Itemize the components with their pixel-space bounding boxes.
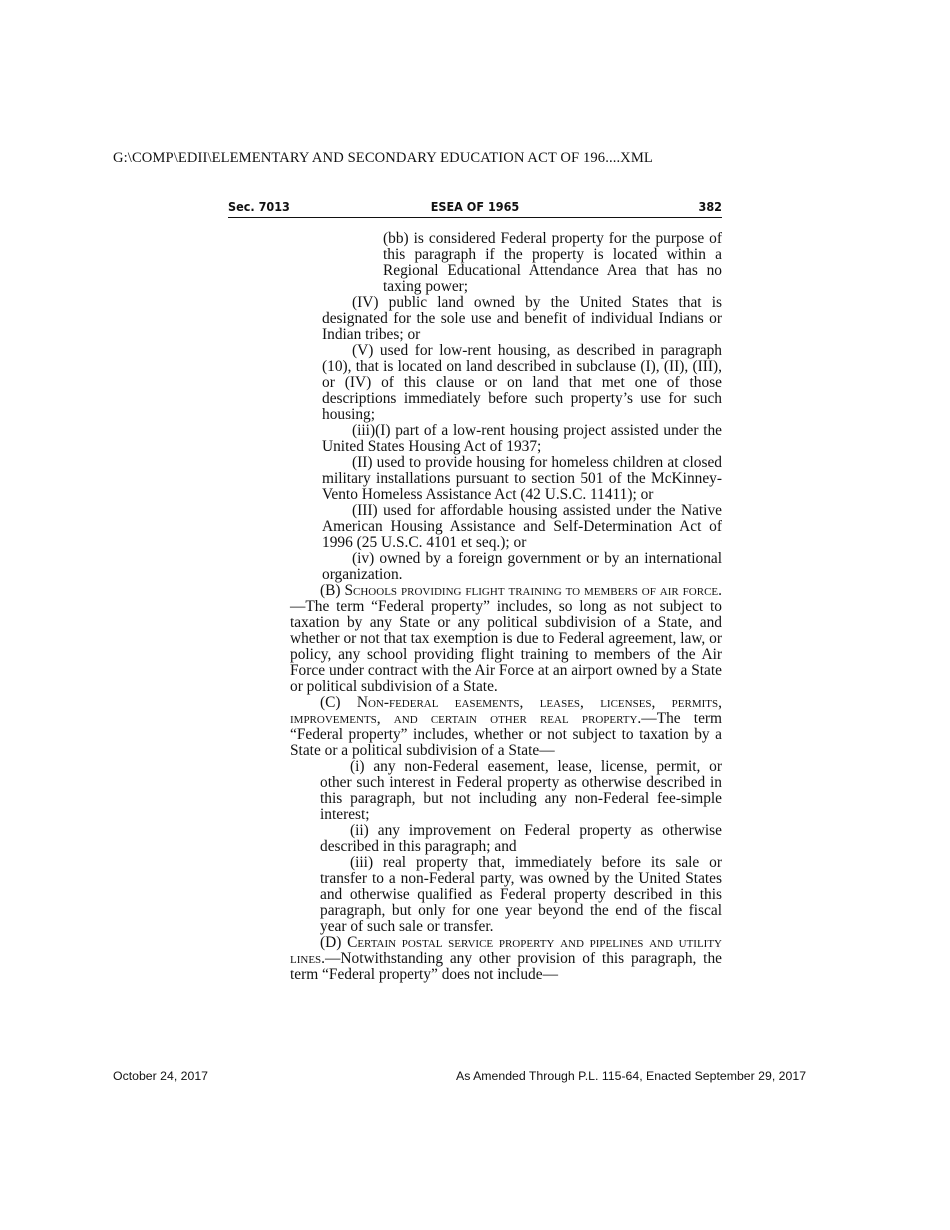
clause-iv: (iv) owned by a foreign government or by an international organization. bbox=[322, 550, 722, 583]
subparagraph-b-text: —The term “Federal property” includes, so long as not subject to taxation by any State or any political subdivision of a State, and whether or not that tax exemption is due to Federal agreement, law, or policy, any school providing flight training to members of the Air Force under contract with the Air Force at an airport owned by a State or political subdivision of a State. bbox=[290, 598, 722, 695]
c-clause-i: (i) any non-Federal easement, lease, license, permit, or other such interest in Federal property as otherwise described in this paragraph, but not including any non-Federal fee-simple interest; bbox=[320, 758, 722, 823]
footer-amended: As Amended Through P.L. 115-64, Enacted September 29, 2017 bbox=[456, 1069, 807, 1083]
c-clause-iii: (iii) real property that, immediately before its sale or transfer to a non-Federal party, was owned by the United States and otherwise qualified as Federal property described in this paragraph, but only for one year beyond the end of the fiscal year of such sale or transfer. bbox=[320, 854, 722, 935]
subparagraph-d bbox=[290, 935, 722, 983]
file-path-header: G:\COMP\EDII\ELEMENTARY AND SECONDARY EDUCATION ACT OF 196....XML bbox=[113, 150, 653, 166]
running-head bbox=[228, 197, 722, 218]
subparagraph-b-label: (B) bbox=[320, 582, 345, 599]
subparagraph-d-label: (D) bbox=[320, 934, 348, 951]
clause-iii-subclause-iii: (III) used for affordable housing assisted under the Native American Housing Assistance and Self-Determination Act of 1996 (25 U.S.C. 4101 et seq.); or bbox=[322, 502, 722, 551]
section-number: Sec. 7013 bbox=[228, 199, 290, 214]
subparagraph-b bbox=[290, 583, 722, 695]
subparagraph-d-text: —Notwithstanding any other provision of this paragraph, the term “Federal property” does not include— bbox=[290, 950, 722, 983]
page-number: 382 bbox=[698, 199, 722, 214]
subclause-v: (V) used for low-rent housing, as described in paragraph (10), that is located on land described in subclause (I), (II), (III), or (IV) of this clause or on land that met one of those descriptions immediately before such property’s use for such housing; bbox=[322, 342, 722, 423]
subparagraph-c bbox=[290, 695, 722, 759]
clause-iii-subclause-ii: (II) used to provide housing for homeless children at closed military installations pursuant to section 501 of the McKinney-Vento Homeless Assistance Act (42 U.S.C. 11411); or bbox=[322, 454, 722, 503]
subclause-iv: (IV) public land owned by the United States that is designated for the sole use and benefit of individual Indians or Indian tribes; or bbox=[322, 294, 722, 343]
footer-date: October 24, 2017 bbox=[113, 1069, 209, 1083]
document-body bbox=[290, 231, 722, 983]
subparagraph-d-heading: Certain postal service property and pipelines and utility lines. bbox=[290, 934, 722, 967]
item-bb: (bb) is considered Federal property for the purpose of this paragraph if the property is located within a Regional Educational Attendance Area that has no taxing power; bbox=[383, 230, 722, 295]
subparagraph-c-label: (C) bbox=[320, 694, 357, 711]
running-title: ESEA OF 1965 bbox=[430, 199, 520, 214]
c-clause-ii: (ii) any improvement on Federal property as otherwise described in this paragraph; and bbox=[320, 822, 722, 855]
subparagraph-b-heading: Schools providing flight training to members of air force. bbox=[344, 582, 722, 599]
subparagraph-c-heading: Non-federal easements, leases, licenses, permits, improvements, and certain other real property. bbox=[290, 694, 722, 727]
subparagraph-c-text: —The term “Federal property” includes, whether or not subject to taxation by a State or a political subdivision of a State— bbox=[290, 710, 722, 759]
clause-iii-subclause-i: (iii)(I) part of a low-rent housing project assisted under the United States Housing Act of 1937; bbox=[322, 422, 722, 455]
